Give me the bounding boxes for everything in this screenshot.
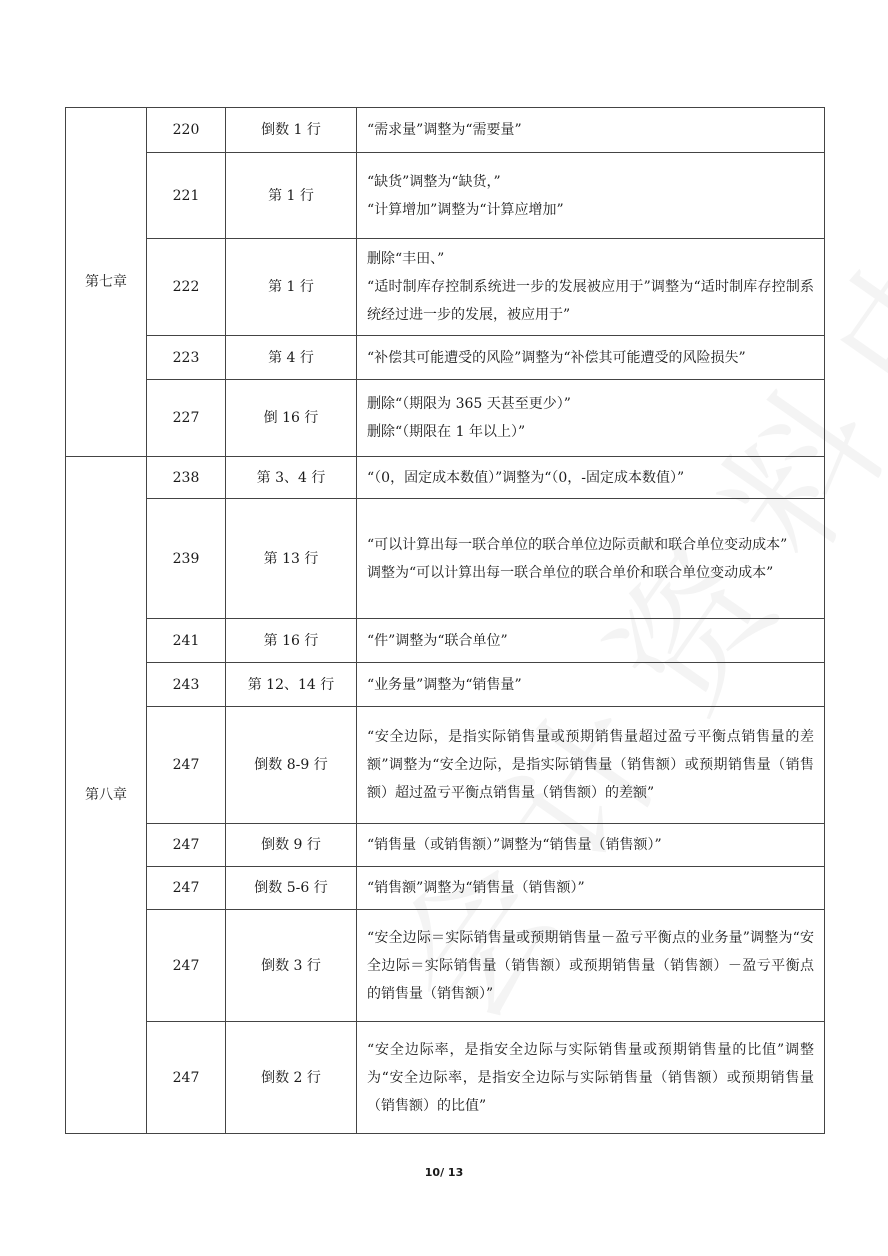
table-row (66, 707, 825, 824)
content-cell (357, 380, 825, 457)
table-row (66, 619, 825, 663)
page-cell: 222 (147, 239, 226, 336)
content-cell (357, 824, 825, 867)
line-cell: 倒数 8-9 行 (226, 707, 357, 824)
content-line: “计算增加”调整为“计算应增加” (367, 201, 564, 218)
content-line: “销售量（或销售额）”调整为“销售量（销售额）” (367, 837, 662, 853)
content-cell (357, 867, 825, 910)
line-cell: 第 1 行 (226, 239, 357, 336)
line-cell: 倒数 5-6 行 (226, 867, 357, 910)
line-cell: 倒数 1 行 (226, 108, 357, 153)
line-cell: 第 16 行 (226, 619, 357, 663)
content-line: 删除“丰田、” (367, 251, 445, 267)
content-line: “业务量”调整为“销售量” (367, 676, 522, 693)
line-cell: 倒数 9 行 (226, 824, 357, 867)
content-cell (357, 1022, 825, 1134)
table-row (66, 380, 825, 457)
content-line: “安全边际率，是指安全边际与实际销售量或预期销售量的比值”调整为“安全边际率，是指安全边际与实际销售量（销售额）或预期销售量（销售额）的比值” (367, 1041, 814, 1114)
content-line: “销售额”调整为“销售量（销售额）” (367, 880, 585, 896)
table-row (66, 824, 825, 867)
content-line: 删除“（期限在 1 年以上）” (367, 424, 526, 440)
content-cell (357, 663, 825, 707)
content-cell (357, 239, 825, 336)
content-line: 删除“（期限为 365 天甚至更少）” (367, 396, 571, 412)
chapter-cell: 第七章 (66, 108, 147, 457)
content-line: “缺货”调整为“缺货，” (367, 173, 501, 190)
table-row (66, 663, 825, 707)
page-cell: 221 (147, 153, 226, 239)
table-row (66, 457, 825, 499)
content-line: “需求量”调整为“需要量” (367, 122, 522, 138)
content-cell (357, 153, 825, 239)
table-row (66, 499, 825, 619)
line-cell: 第 12、14 行 (226, 663, 357, 707)
content-line: “可以计算出每一联合单位的联合单位边际贡献和联合单位变动成本” (367, 536, 788, 553)
content-line: “补偿其可能遭受的风险”调整为“补偿其可能遭受的风险损失” (367, 349, 746, 366)
line-cell: 倒 16 行 (226, 380, 357, 457)
line-cell: 第 1 行 (226, 153, 357, 239)
table-row (66, 867, 825, 910)
line-cell: 第 3、4 行 (226, 457, 357, 499)
page-cell: 247 (147, 824, 226, 867)
table-row (66, 1022, 825, 1134)
chapter-cell: 第八章 (66, 457, 147, 1134)
content-cell (357, 619, 825, 663)
page-cell: 247 (147, 707, 226, 824)
table-row (66, 910, 825, 1022)
content-cell (357, 910, 825, 1022)
content-line: “（0，固定成本数值）”调整为“（0，-固定成本数值）” (367, 469, 685, 486)
content-line: 调整为“可以计算出每一联合单位的联合单价和联合单位变动成本” (367, 564, 774, 581)
line-cell: 第 4 行 (226, 336, 357, 380)
page-cell: 247 (147, 1022, 226, 1134)
page-cell: 241 (147, 619, 226, 663)
errata-table (65, 107, 825, 1134)
line-cell: 倒数 2 行 (226, 1022, 357, 1134)
content-line: “安全边际，是指实际销售量或预期销售量超过盈亏平衡点销售量的差额”调整为“安全边际，是指实际销售量（销售额）或预期销售量（销售额）超过盈亏平衡点销售量（销售额）的差额” (367, 729, 814, 801)
content-cell (357, 707, 825, 824)
page-number: 10/ 13 (424, 1166, 464, 1179)
errata-table-body (66, 108, 825, 1134)
table-row (66, 108, 825, 153)
content-line: “适时制库存控制系统进一步的发展被应用于”调整为“适时制库存控制系统经过进一步的发展，被应用于” (367, 279, 814, 323)
line-cell: 第 13 行 (226, 499, 357, 619)
table-row (66, 336, 825, 380)
content-line: “安全边际＝实际销售量或预期销售量－盈亏平衡点的业务量”调整为“安全边际＝实际销售量（销售额）或预期销售量（销售额）－盈亏平衡点的销售量（销售额）” (367, 929, 814, 1002)
content-line: “件”调整为“联合单位” (367, 632, 508, 649)
page-cell: 238 (147, 457, 226, 499)
page-cell: 243 (147, 663, 226, 707)
page-cell: 220 (147, 108, 226, 153)
page-cell: 227 (147, 380, 226, 457)
page-cell: 223 (147, 336, 226, 380)
line-cell: 倒数 3 行 (226, 910, 357, 1022)
content-cell (357, 457, 825, 499)
content-cell (357, 336, 825, 380)
page-cell: 247 (147, 867, 226, 910)
content-cell (357, 108, 825, 153)
table-row (66, 153, 825, 239)
content-cell (357, 499, 825, 619)
page-cell: 247 (147, 910, 226, 1022)
table-row (66, 239, 825, 336)
page-cell: 239 (147, 499, 226, 619)
